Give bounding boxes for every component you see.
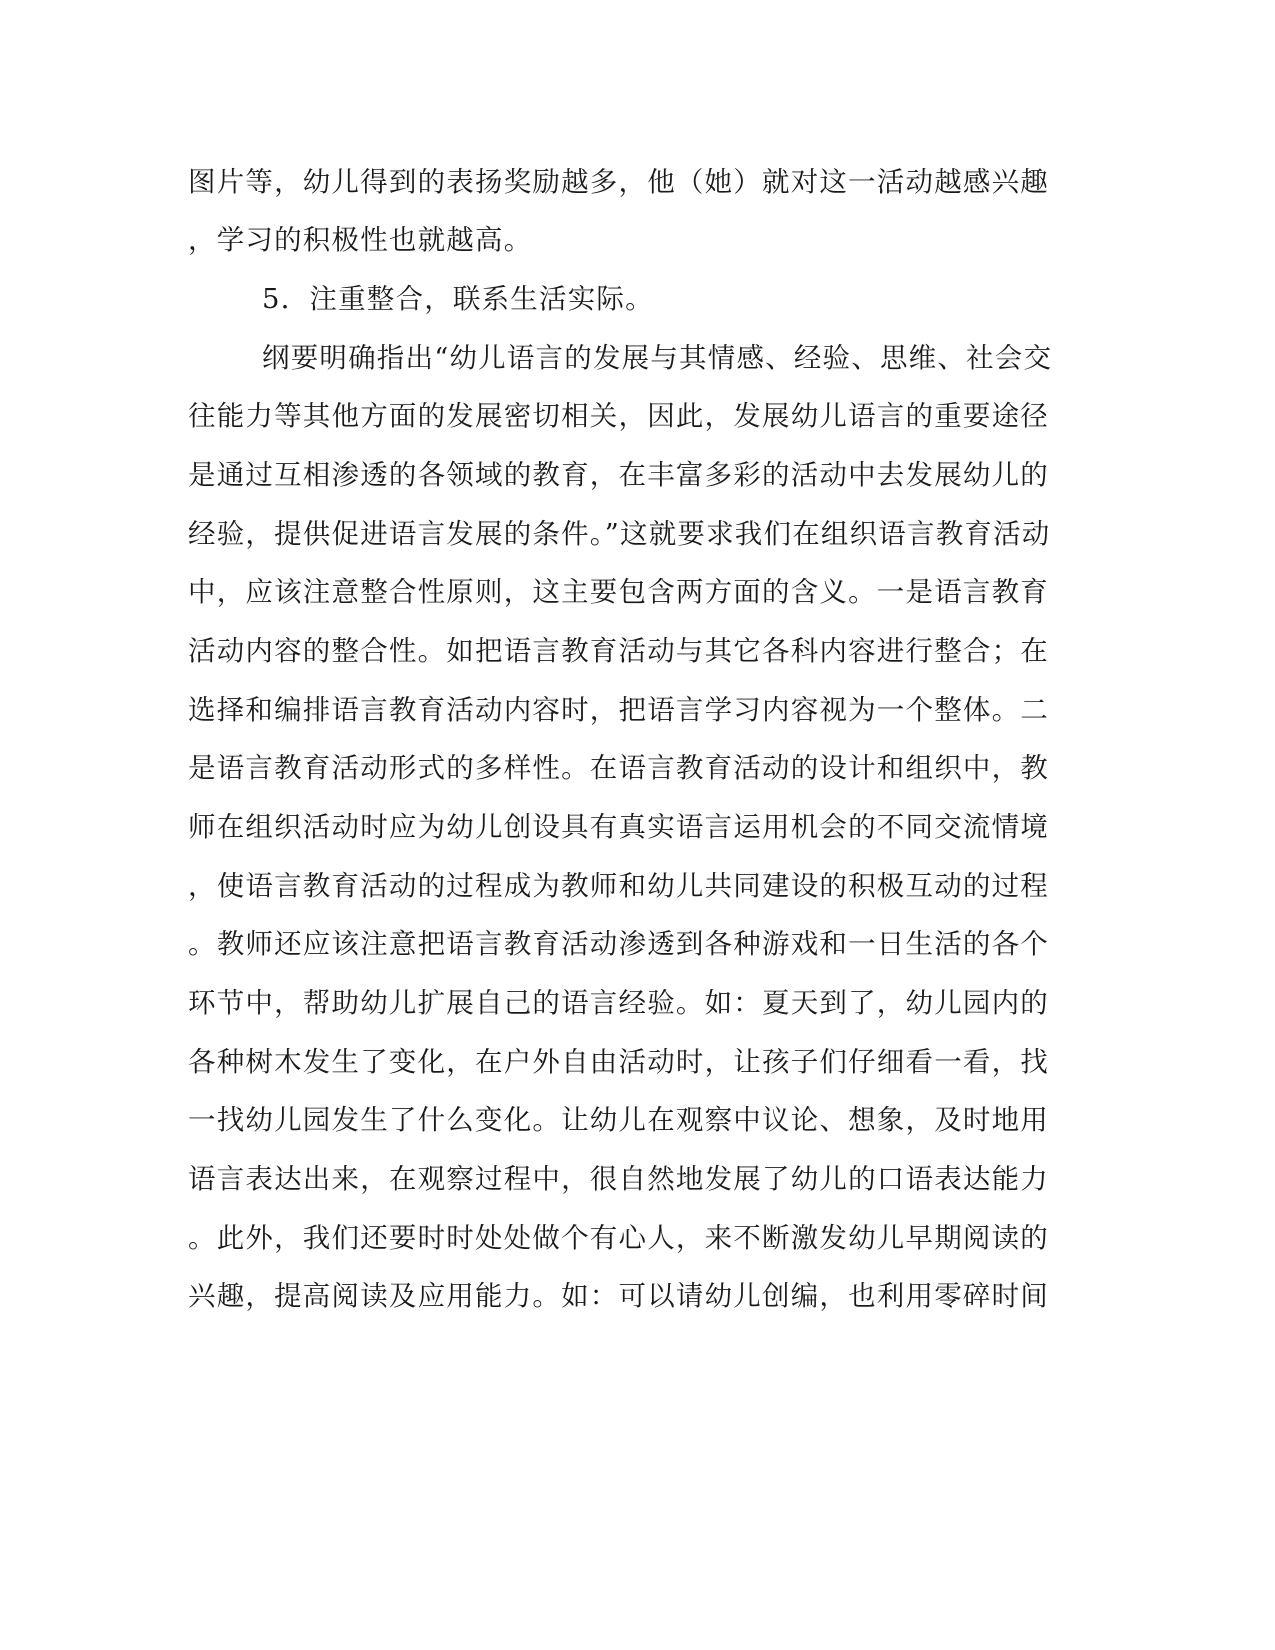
- paragraph-line: ，使语言教育活动的过程成为教师和幼儿共同建设的积极互动的过程: [188, 870, 1049, 902]
- paragraph-line: 选择和编排语言教育活动内容时，把语言学习内容视为一个整体。二: [188, 694, 1049, 726]
- paragraph-line: 经验，提供促进语言发展的条件。”这就要求我们在组织语言教育活动: [188, 518, 1051, 550]
- paragraph-line: ，学习的积极性也就越高。: [188, 224, 533, 256]
- section-heading: 5．注重整合，联系生活实际。: [262, 283, 654, 315]
- paragraph-line: 是通过互相渗透的各领域的教育，在丰富多彩的活动中去发展幼儿的: [188, 459, 1049, 491]
- paragraph-line: 。此外，我们还要时时处处做个有心人，来不断激发幼儿早期阅读的: [188, 1222, 1049, 1254]
- paragraph-line: 。教师还应该注意把语言教育活动渗透到各种游戏和一日生活的各个: [188, 928, 1049, 960]
- paragraph-line: 纲要明确指出“幼儿语言的发展与其情感、经验、思维、社会交: [262, 342, 1053, 374]
- paragraph-line: 各种树木发生了变化，在户外自由活动时，让孩子们仔细看一看，找: [188, 1046, 1049, 1078]
- paragraph-line: 兴趣，提高阅读及应用能力。如：可以请幼儿创编，也利用零碎时间: [188, 1280, 1049, 1312]
- paragraph-line: 图片等，幼儿得到的表扬奖励越多，他（她）就对这一活动越感兴趣: [188, 166, 1049, 198]
- paragraph-line: 往能力等其他方面的发展密切相关，因此，发展幼儿语言的重要途径: [188, 400, 1049, 432]
- paragraph-line: 环节中，帮助幼儿扩展自己的语言经验。如：夏天到了，幼儿园内的: [188, 987, 1049, 1019]
- paragraph-line: 活动内容的整合性。如把语言教育活动与其它各科内容进行整合；在: [188, 635, 1049, 667]
- paragraph-line: 一找幼儿园发生了什么变化。让幼儿在观察中议论、想象，及时地用: [188, 1104, 1049, 1136]
- paragraph-line: 是语言教育活动形式的多样性。在语言教育活动的设计和组织中，教: [188, 752, 1049, 784]
- paragraph-line: 中，应该注意整合性原则，这主要包含两方面的含义。一是语言教育: [188, 576, 1049, 608]
- paragraph-line: 语言表达出来，在观察过程中，很自然地发展了幼儿的口语表达能力: [188, 1163, 1049, 1195]
- paragraph-line: 师在组织活动时应为幼儿创设具有真实语言运用机会的不同交流情境: [188, 811, 1049, 843]
